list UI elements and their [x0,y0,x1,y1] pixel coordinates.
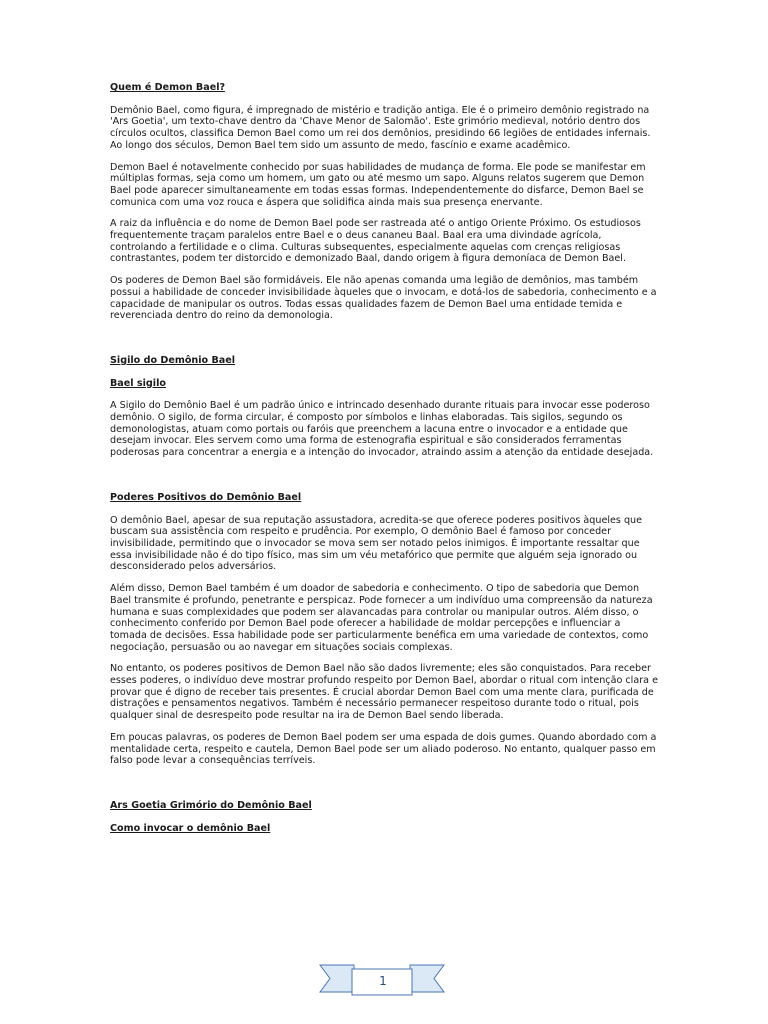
section-heading-quem-e-demon-bael: Quem é Demon Bael? [110,82,226,93]
paragraph: O demônio Bael, apesar de sua reputação assustadora, acredita-se que oferece poderes positivos àqueles que buscam sua assistência com respeito e prudência. Por exemplo, O demônio Bael é famoso por conceder invisibilidade, permitindo que o invocador se mova sem ser notado pelos inimigos. É importante ressaltar que essa invisibilidade não é do tipo físico, mas sim um véu metafórico que permite que alguém seja ignorado ou desconsiderado pelos adversários. [110,514,643,573]
page-number: 1 [379,974,387,988]
paragraph: A raiz da influência e do nome de Demon Bael pode ser rastreada até o antigo Oriente Próximo. Os estudiosos frequentemente traçam paralelos entre Bael e o deus cananeu Baal. Baal era uma divindade agrícola, controlando a fertilidade e o clima. Culturas subsequentes, especialmente aquelas com crenças religiosas contrastantes, podem ter distorcido e demonizado Baal, dando origem à figura demoníaca de Demon Bael. [110,218,641,265]
paragraph: Os poderes de Demon Bael são formidáveis. Ele não apenas comanda uma legião de demônios, mas também possui a habilidade de conceder invisibilidade àqueles que o invocam, e dotá-los de sabedoria, conhecimento e a capacidade de manipular os outros. Todas essas qualidades fazem de Demon Bael uma entidade temida e reverenciada dentro do reino da demonologia. [110,275,657,322]
section-subheading-como-invocar: Como invocar o demônio Bael [110,822,271,834]
section-heading-poderes-positivos: Poderes Positivos do Demônio Bael [110,491,302,503]
paragraph: Demônio Bael, como figura, é impregnado de mistério e tradição antiga. Ele é o primeiro demônio registrado na 'Ars Goetia', um texto-chave dentro da 'Chave Menor de Salomão'. Este grimório medieval, notório dentro dos círculos ocultos, classifica Demon Bael como um rei dos demônios, presidindo 66 legiões de entidades infernais. Ao longo dos séculos, Demon Bael tem sido um assunto de medo, fascínio e exame acadêmico. [110,104,651,151]
section-heading-ars-goetia: Ars Goetia Grimório do Demônio Bael [110,799,312,811]
paragraph: A Sigilo do Demônio Bael é um padrão único e intrincado desenhado durante rituais para invocar esse poderoso demônio. O sigilo, de forma circular, é composto por símbolos e linhas elaboradas. Tais sigilos, segundo os demonologistas, atuam como portais ou faróis que preenchem a lacuna entre o invocador e a entidade que desejam invocar. Eles servem como uma forma de estenografia espiritual e são considerados ferramentas poderosas para concentrar a energia e a intenção do invocador, atraindo assim a atenção da entidade desejada. [110,400,654,459]
paragraph: Além disso, Demon Bael também é um doador de sabedoria e conhecimento. O tipo de sabedoria que Demon Bael transmite é profundo, penetrante e perspicaz. Pode fornecer a um indivíduo uma compreensão da natureza humana e suas complexidades que podem ser alavancadas para controlar ou manipular outros. Além disso, o conhecimento conferido por Demon Bael pode oferecer a habilidade de moldar percepções e influenciar a tomada de decisões. Essa habilidade pode ser particularmente benéfica em uma variedade de contextos, como negociação, persuasão ou ao navegar em situações sociais complexas. [110,583,653,653]
paragraph: Demon Bael é notavelmente conhecido por suas habilidades de mudança de forma. Ele pode se manifestar em múltiplas formas, seja como um homem, um gato ou até mesmo um sapo. Alguns relatos sugerem que Demon Bael pode aparecer simultaneamente em todas essas formas. Independentemente do disfarce, Demon Bael se comunica com uma voz rouca e áspera que solidifica ainda mais sua presença enervante. [110,161,646,208]
paragraph: No entanto, os poderes positivos de Demon Bael não são dados livremente; eles são conquistados. Para receber esses poderes, o indivíduo deve mostrar profundo respeito por Demon Bael, abordar o ritual com intenção clara e provar que é digno de receber tais presentes. É crucial abordar Demon Bael com uma mente clara, purificada de distrações e pensamentos negativos. Também é necessário permanecer respeitoso durante todo o ritual, pois qualquer sinal de desrespeito pode resultar na ira de Demon Bael sendo liberada. [110,663,658,722]
paragraph: Em poucas palavras, os poderes de Demon Bael podem ser uma espada de dois gumes. Quando abordado com a mentalidade certa, respeito e cautela, Demon Bael pode ser um aliado poderoso. No entanto, qualquer passo em falso pode levar a consequências terríveis. [110,731,657,767]
document-body [110,82,658,834]
section-heading-sigilo: Sigilo do Demônio Bael [110,354,236,366]
section-subheading-bael-sigilo: Bael sigilo [110,377,166,389]
